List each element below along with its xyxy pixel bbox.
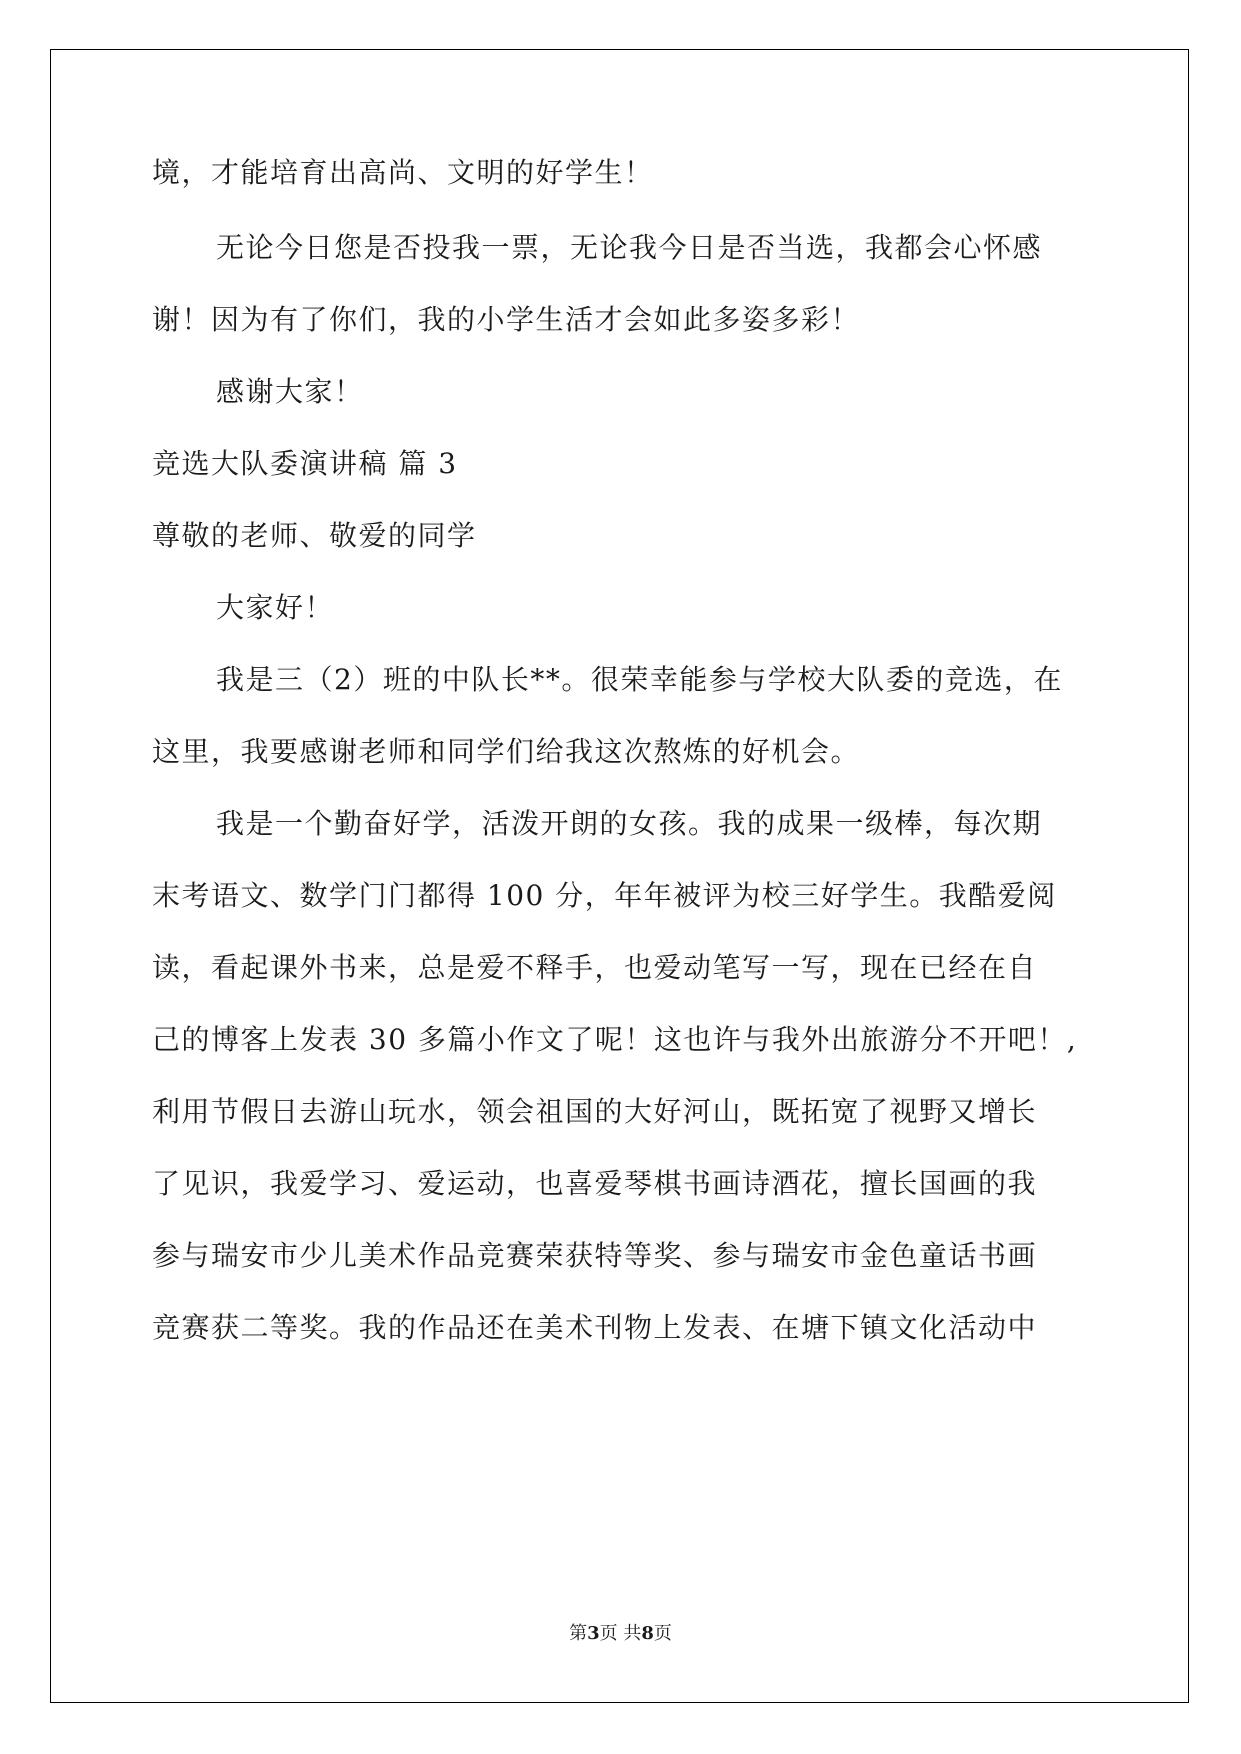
text-line: 这里，我要感谢老师和同学们给我这次熬炼的好机会。 <box>152 735 861 768</box>
text-line: 竞赛获二等奖。我的作品还在美术刊物上发表、在塘下镇文化活动中 <box>152 1311 1038 1344</box>
text-line: 末考语文、数学门门都得 100 分，年年被评为校三好学生。我酷爱阅 <box>152 879 1057 912</box>
greeting: 大家好！ <box>216 591 335 624</box>
text-line: 谢！因为有了你们，我的小学生活才会如此多姿多彩！ <box>152 303 861 336</box>
page-footer <box>0 1622 1241 1646</box>
current-page-number: 3 <box>587 1623 600 1644</box>
text-line: 利用节假日去游山玩水，领会祖国的大好河山，既拓宽了视野又增长 <box>152 1095 1038 1128</box>
text-line: 无论今日您是否投我一票，无论我今日是否当选，我都会心怀感 <box>216 231 1043 264</box>
text-line: 我是一个勤奋好学，活泼开朗的女孩。我的成果一级棒，每次期 <box>216 807 1043 840</box>
text-line: 读，看起课外书来，总是爱不释手，也爱动笔写一写，现在已经在自 <box>152 951 1038 984</box>
text-line: 境，才能培育出高尚、文明的好学生！ <box>152 156 654 189</box>
footer-prefix: 第 <box>569 1623 588 1644</box>
text-line: 我是三（2）班的中队长**。很荣幸能参与学校大队委的竞选，在 <box>216 663 1063 696</box>
text-line: 了见识，我爱学习、爱运动，也喜爱琴棋书画诗酒花，擅长国画的我 <box>152 1167 1038 1200</box>
text-line: 己的博客上发表 30 多篇小作文了呢！这也许与我外出旅游分不开吧！, <box>152 1023 1078 1056</box>
text-line: 参与瑞安市少儿美术作品竞赛荣获特等奖、参与瑞安市金色童话书画 <box>152 1239 1038 1272</box>
total-pages-number: 8 <box>641 1623 654 1644</box>
text-line: 感谢大家！ <box>216 375 364 408</box>
footer-suffix: 页 <box>653 1623 672 1644</box>
section-heading: 竞选大队委演讲稿 篇 3 <box>152 447 458 480</box>
footer-mid: 页 共 <box>599 1623 642 1644</box>
page-border <box>50 49 1189 1703</box>
salutation: 尊敬的老师、敬爱的同学 <box>152 519 477 552</box>
